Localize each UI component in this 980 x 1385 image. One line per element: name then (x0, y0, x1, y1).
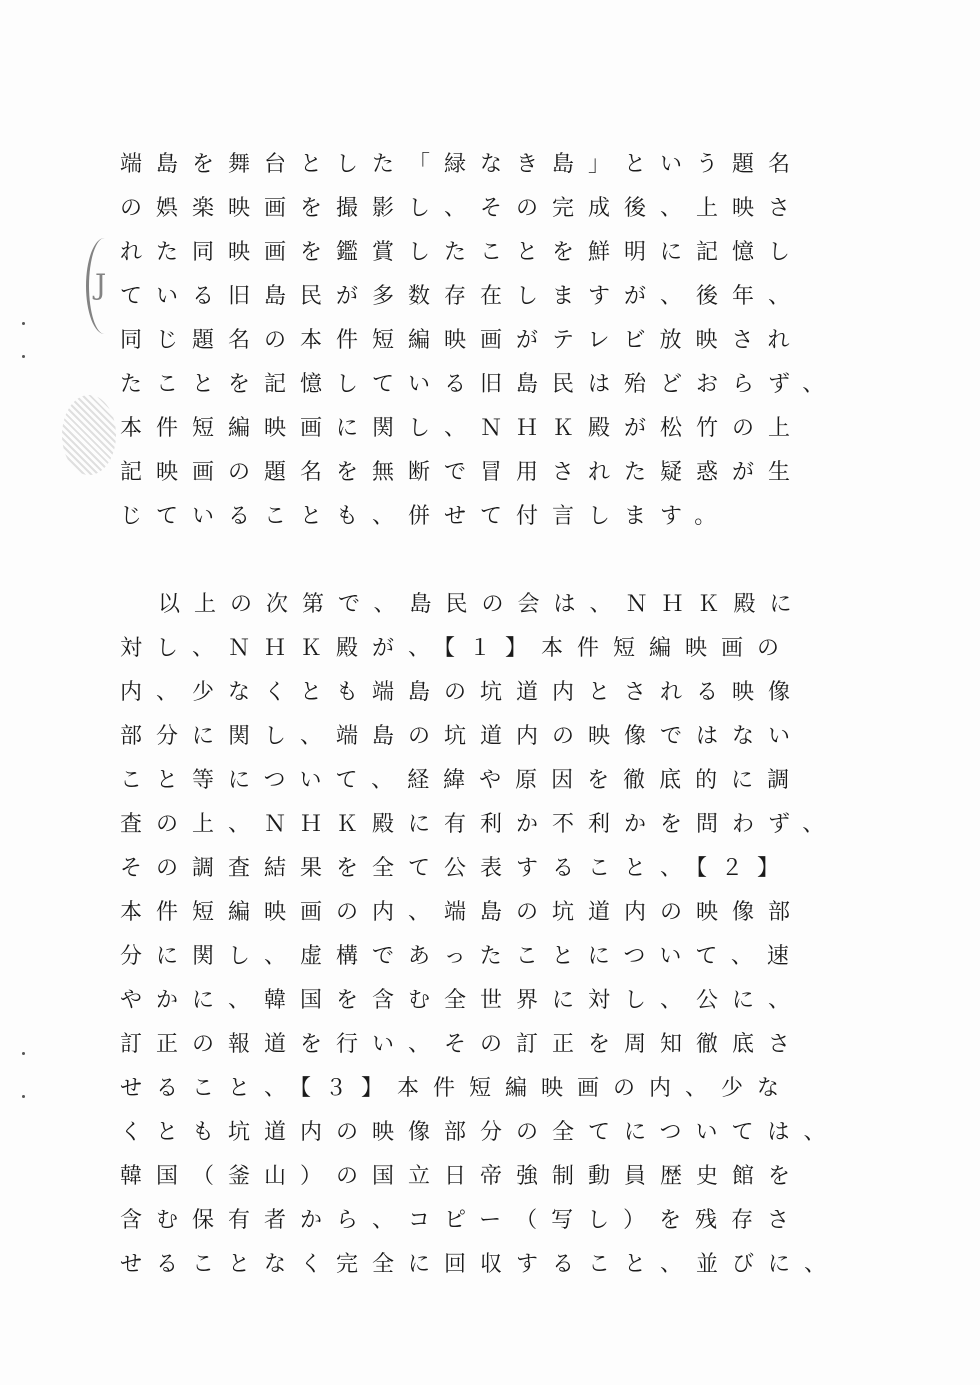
text-line: 端島を舞台とした「緑なき島」という題名 (120, 152, 805, 177)
paragraph-2 (120, 583, 860, 1287)
text-line: 部分に関し、端島の坑道内の映像ではない (120, 724, 805, 749)
text-line: たことを記憶している旧島民は殆どおらず、 (120, 372, 839, 397)
text-line: 分に関し、虚構であったことについて、速 (120, 944, 803, 969)
text-line: くとも坑道内の映像部分の全てについては、 (120, 1120, 840, 1145)
seal-stamp (62, 395, 116, 475)
margin-dot (22, 1052, 25, 1055)
margin-dot (22, 322, 25, 325)
text-line: 内、少なくとも端島の坑道内とされる映像 (120, 680, 805, 705)
text-line: 本件短編映画に関し、ＮＨＫ殿が松竹の上 (120, 416, 805, 441)
text-line: その調査結果を全て公表すること、【２】 (120, 856, 794, 881)
paragraph-1 (120, 143, 860, 539)
text-line: 含む保有者から、コピー（写し）を残存さ (120, 1208, 804, 1233)
text-line: やかに、韓国を含む全世界に対し、公に、 (120, 988, 805, 1013)
text-line: じていることも、併せて付言します。 (120, 504, 731, 529)
margin-dot (22, 355, 25, 358)
text-line: れた同映画を鑑賞したことを鮮明に記憶し (120, 240, 805, 265)
text-line: 査の上、ＮＨＫ殿に有利か不利かを問わず、 (120, 812, 839, 837)
binding-mark: J (86, 238, 123, 334)
text-line: の娯楽映画を撮影し、その完成後、上映さ (120, 196, 805, 221)
margin-dot (22, 1095, 25, 1098)
text-line: 記映画の題名を無断で冒用された疑惑が生 (120, 460, 805, 485)
text-line: 本件短編映画の内、端島の坑道内の映像部 (120, 900, 805, 925)
text-line: 対し、ＮＨＫ殿が、【１】本件短編映画の (120, 636, 794, 661)
text-line: こと等について、経緯や原因を徹底的に調 (120, 768, 804, 793)
text-line: せることなく完全に回収すること、並びに、 (120, 1252, 841, 1277)
text-line: ている旧島民が多数存在しますが、後年、 (120, 284, 805, 309)
text-line: せること、【３】本件短編映画の内、少な (120, 1076, 794, 1101)
text-line: 韓国（釜山）の国立日帝強制動員歴史館を (120, 1164, 805, 1189)
text-line: 以上の次第で、島民の会は、ＮＨＫ殿に (158, 592, 806, 617)
text-line: 同じ題名の本件短編映画がテレビ放映され (120, 328, 804, 353)
text-line: 訂正の報道を行い、その訂正を周知徹底さ (120, 1032, 805, 1057)
